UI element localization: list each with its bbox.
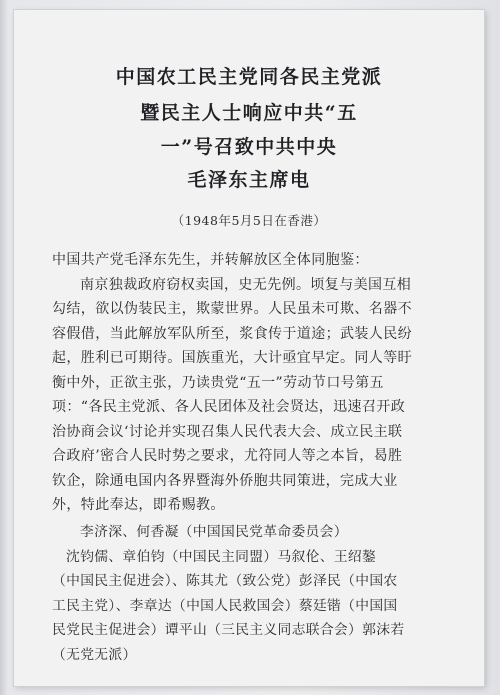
body-line: 外，特此奉达，即希赐教。 (52, 497, 225, 513)
salutation: 中国共产党毛泽东先生，并转解放区全体同胞鉴： (52, 252, 369, 268)
body-line: 勾结，欲以伪装民主，欺蒙世界。人民虽未可欺、名器不 (52, 301, 412, 317)
signature-line: 李济深、何香凝（中国国民党革命委员会） (80, 524, 348, 540)
signature-line: （无党无派） (52, 646, 137, 663)
signature-line: 民党民主促进会）谭平山（三民主义同志联合会）郭沫若 (52, 622, 405, 638)
body-line: 项：“各民主党派、各人民团体及社会贤达，迅速召开政 (52, 399, 406, 415)
signature-line: 工民主党）、李章达（中国人民救国会）蔡廷锴（中国国 (52, 597, 398, 614)
title-line-1: 中国农工民主党同各民主党派 (115, 66, 383, 88)
title-line-2: 暨民主人士响应中共“五 (140, 102, 358, 124)
body-line: 合政府’密合人民时势之要求，尤符同人等之本旨，曷胜 (52, 448, 403, 464)
signatories (52, 520, 484, 667)
telegram-body (52, 248, 484, 518)
body-line: 钦企，除通电国内各界暨海外侨胞共同策进，完成大业 (52, 472, 398, 489)
signature-line: （中国民主促进会）、陈其尤（致公党）彭泽民（中国农 (52, 573, 398, 589)
signature-line: 沈钧儒、章伯钧（中国民主同盟）马叙伦、王绍鏊 (66, 548, 377, 565)
body-line: 容假借，当此解放军队所至，浆食传于道途；武装人民纷 (52, 325, 412, 342)
title-line-4: 毛泽东主席电 (187, 169, 311, 191)
document-page (14, 10, 484, 686)
body-line: 衡中外，正欲主张，乃读贵党“五一”劳动节口号第五 (52, 374, 384, 391)
body-line: 南京独裁政府窃权卖国，史无先例。顷复与美国互相 (80, 276, 412, 293)
date-location-line: （1948年5月5日在香港） (171, 213, 327, 228)
title-line-3: 一”号召致中共中央 (160, 136, 338, 158)
body-line: 起，胜利已可期待。国族重光，大计亟宜早定。同人等盱 (52, 350, 412, 366)
body-line: 治协商会议‘讨论并实现召集人民代表大会、成立民主联 (52, 423, 403, 440)
